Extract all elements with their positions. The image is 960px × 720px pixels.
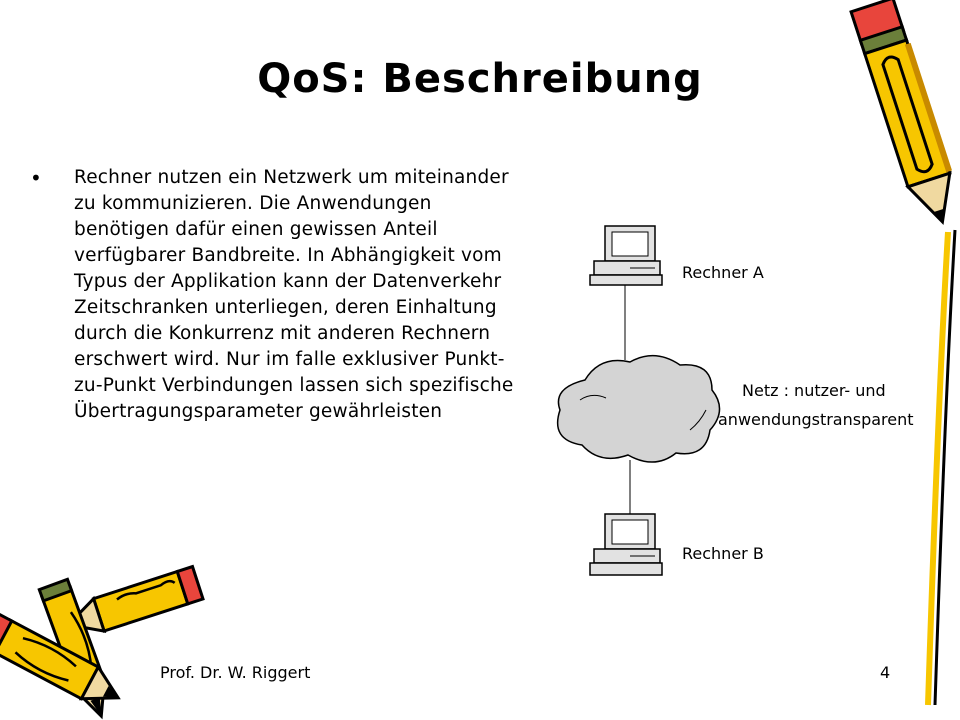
computer-b-icon	[590, 514, 662, 575]
footer-author: Prof. Dr. W. Riggert	[160, 663, 311, 682]
network-label-line1: Netz : nutzer- und	[742, 381, 886, 400]
computer-b-label: Rechner B	[682, 544, 764, 563]
slide-title: QoS: Beschreibung	[257, 56, 703, 102]
footer-page-number: 4	[880, 663, 891, 682]
bullet-text: Rechner nutzen ein Netzwerk um miteinander zu kommunizieren. Die Anwendungen benötigen dafür einen gewissen Anteil verfügbarer Bandbreite. In Abhängigkeit vom Typus der Applikation kann der Datenverkehr Zeitschranken unterliegen, deren Einhaltung durch die Konkurrenz mit anderen Rechnern erschwert wird. Nur im falle exklusiver Punkt-zu-Punkt Verbindungen lassen sich spezifische Übertragungsparameter gewährleisten	[74, 167, 514, 422]
network-label-line2: anwendungstransparent	[718, 410, 914, 429]
bullet-point	[30, 165, 530, 425]
bullet-symbol: •	[30, 166, 42, 190]
network-cloud-icon	[558, 356, 720, 462]
computer-a-label: Rechner A	[682, 263, 764, 282]
computer-a-icon	[590, 226, 662, 285]
